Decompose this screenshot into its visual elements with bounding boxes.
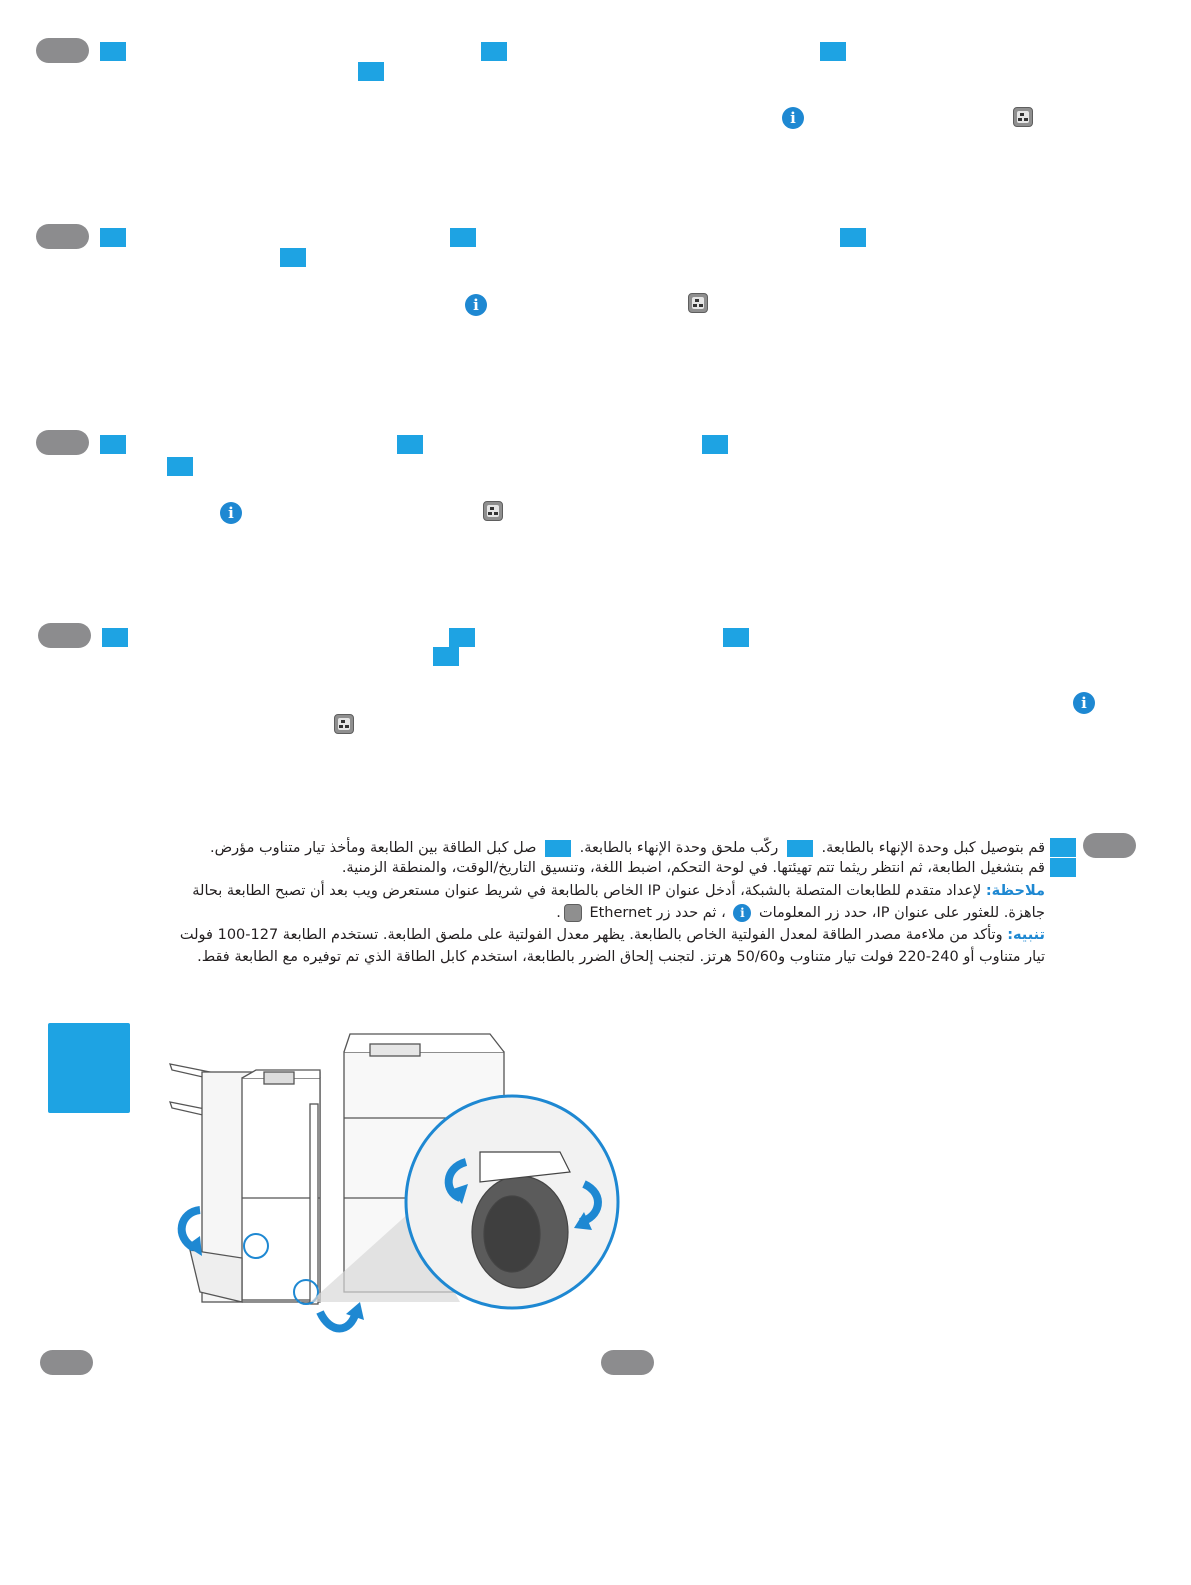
step-marker-4a — [102, 628, 128, 647]
arabic-caution — [180, 924, 1045, 946]
arabic-note — [192, 880, 1045, 902]
language-tab-1 — [36, 38, 89, 63]
language-tab-6 — [601, 1350, 654, 1375]
step-marker-1d — [358, 62, 384, 81]
note-text: لإعداد متقدم للطابعات المتصلة بالشبكة، أدخل عنوان IP الخاص بالطابعة في شريط عنوان مستعرض ويب بعد أن تصبح الطابعة بحالة — [192, 883, 982, 899]
arabic-step-1-text: قم بتوصيل كبل وحدة الإنهاء بالطابعة. — [821, 840, 1045, 856]
step-marker-4c — [723, 628, 749, 647]
step-marker-ar-1 — [1050, 838, 1076, 857]
note-text-2b: ، ثم حدد زر Ethernet — [589, 905, 726, 921]
step-marker-1c — [820, 42, 846, 61]
info-icon: i — [1073, 692, 1095, 714]
step-marker-inline-a — [787, 840, 813, 857]
arabic-note-line2: جاهزة. للعثور على عنوان IP، حدد زر المعلومات i ، ثم حدد زر Ethernet . — [556, 905, 1045, 921]
step-marker-1b — [481, 42, 507, 61]
info-icon-inline: i — [733, 904, 751, 922]
ethernet-icon — [688, 293, 708, 313]
language-tab-3 — [36, 430, 89, 455]
step-marker-3a — [100, 435, 126, 454]
info-icon: i — [782, 107, 804, 129]
caution-text: وتأكد من ملاءمة مصدر الطاقة لمعدل الفولتية الخاص بالطابعة. يظهر معدل الفولتية على ملصق الطابعة. تستخدم الطابعة 127-100 فولت — [179, 927, 1003, 943]
arabic-step-1 — [210, 837, 1045, 859]
step-marker-1a — [100, 42, 126, 61]
step-marker-3d — [167, 457, 193, 476]
language-tab-5 — [40, 1350, 93, 1375]
step-marker-4d — [433, 647, 459, 666]
arabic-step-2: قم بتشغيل الطابعة، ثم انتظر ريثما تتم تهيئتها. في لوحة التحكم، اضبط اللغة، وتنسيق التاريخ/الوقت، والمنطقة الزمنية. — [341, 860, 1045, 876]
arabic-step-1b-text: ركّب ملحق وحدة الإنهاء بالطابعة. — [579, 840, 779, 856]
language-tab-arabic — [1083, 833, 1136, 858]
step-marker-3b — [397, 435, 423, 454]
step-marker-4b — [449, 628, 475, 647]
info-icon: i — [465, 294, 487, 316]
caution-label: تنبيه: — [1007, 927, 1045, 943]
ethernet-icon — [1013, 107, 1033, 127]
language-tab-4 — [38, 623, 91, 648]
step-marker-ar-2 — [1050, 858, 1076, 877]
ethernet-icon — [483, 501, 503, 521]
note-label: ملاحظة: — [985, 883, 1045, 899]
note-text-2a: جاهزة. للعثور على عنوان IP، حدد زر المعلومات — [758, 905, 1045, 921]
arabic-step-1c-text: صل كبل الطاقة بين الطابعة ومأخذ تيار متناوب مؤرض. — [209, 840, 537, 856]
ethernet-icon — [334, 714, 354, 734]
printer-finisher-illustration — [160, 1022, 630, 1342]
step-marker-inline-b — [545, 840, 571, 857]
step-marker-2a — [100, 228, 126, 247]
arabic-caution-line2: تيار متناوب أو 240-220 فولت تيار متناوب و50/60 هرتز. لتجنب إلحاق الضرر بالطابعة، استخدم كابل الطاقة الذي تم توفيره مع الطابعة فقط. — [197, 949, 1045, 965]
language-tab-2 — [36, 224, 89, 249]
step-marker-2d — [280, 248, 306, 267]
step-number-block — [48, 1023, 130, 1113]
step-marker-2c — [840, 228, 866, 247]
step-marker-2b — [450, 228, 476, 247]
info-icon: i — [220, 502, 242, 524]
step-marker-3c — [702, 435, 728, 454]
ethernet-icon-inline — [564, 904, 582, 922]
